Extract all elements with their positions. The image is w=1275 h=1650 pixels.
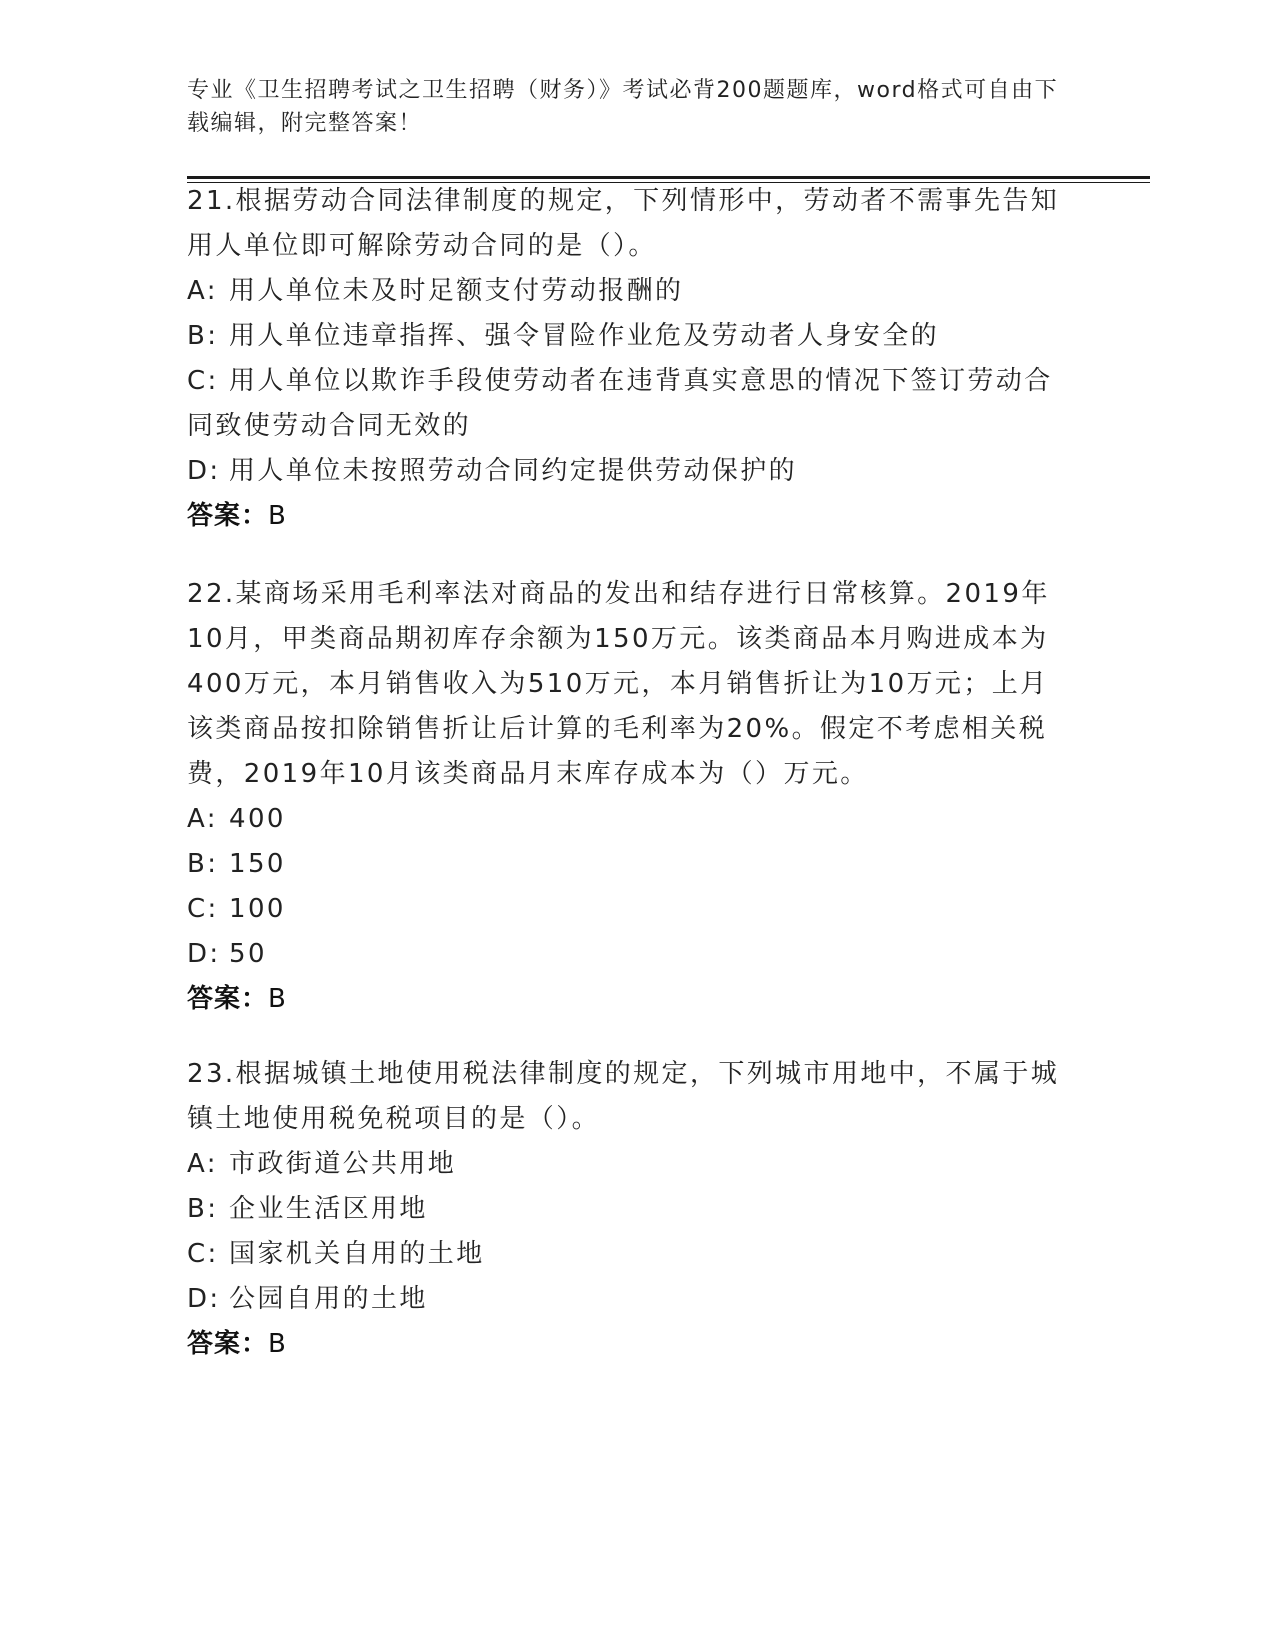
option-letter: C: xyxy=(187,366,219,396)
question-stem: 22.某商场采用毛利率法对商品的发出和结存进行日常核算。2019年10月，甲类商品期初库存余额为150万元。该类商品本月购进成本为400万元，本月销售收入为510万元，本月销售折让为10万元；上月该类商品按扣除销售折让后计算的毛利率为20%。假定不考虑相关税费，2019年10月该类商品月末库存成本为（）万元。 xyxy=(187,579,1050,789)
document-header: 专业《卫生招聘考试之卫生招聘（财务）》考试必背200题题库，word格式可自由下载编辑，附完整答案！ xyxy=(187,78,1059,136)
answer-label: 答案： xyxy=(187,984,269,1014)
answer-line xyxy=(187,1322,1067,1367)
answer-line xyxy=(187,494,1067,539)
question-23 xyxy=(187,1052,1067,1367)
option-letter: C: xyxy=(187,894,219,924)
option-text: 400 xyxy=(229,804,286,834)
option-text: 150 xyxy=(229,849,286,879)
option-letter: B: xyxy=(187,321,219,351)
option-text: 50 xyxy=(229,939,267,969)
question-21 xyxy=(187,179,1067,539)
option-text: 用人单位未及时足额支付劳动报酬的 xyxy=(229,276,684,306)
option-a xyxy=(187,797,1067,842)
option-letter: A: xyxy=(187,804,218,834)
option-letter: B: xyxy=(187,1194,219,1224)
option-b xyxy=(187,842,1067,887)
option-letter: A: xyxy=(187,1149,218,1179)
option-letter: B: xyxy=(187,849,219,879)
question-22 xyxy=(187,572,1067,1022)
answer-line xyxy=(187,977,1067,1022)
option-letter: D: xyxy=(187,1284,221,1314)
option-text: 用人单位未按照劳动合同约定提供劳动保护的 xyxy=(229,456,798,486)
option-d xyxy=(187,1277,1067,1322)
option-text: 公园自用的土地 xyxy=(229,1284,428,1314)
option-d xyxy=(187,932,1067,977)
answer-value: B xyxy=(268,984,287,1014)
option-d xyxy=(187,449,1067,494)
answer-value: B xyxy=(268,1329,287,1359)
option-text: 100 xyxy=(229,894,286,924)
option-a xyxy=(187,269,1067,314)
question-stem: 23.根据城镇土地使用税法律制度的规定，下列城市用地中，不属于城镇土地使用税免税项目的是（）。 xyxy=(187,1059,1060,1134)
option-text: 企业生活区用地 xyxy=(229,1194,428,1224)
answer-value: B xyxy=(268,501,287,531)
option-letter: A: xyxy=(187,276,218,306)
question-stem: 21.根据劳动合同法律制度的规定，下列情形中，劳动者不需事先告知用人单位即可解除劳动合同的是（）。 xyxy=(187,186,1060,261)
option-c xyxy=(187,359,1067,449)
option-c xyxy=(187,1232,1067,1277)
option-b xyxy=(187,314,1067,359)
option-text: 用人单位以欺诈手段使劳动者在违背真实意思的情况下签订劳动合同致使劳动合同无效的 xyxy=(187,366,1053,441)
option-text: 市政街道公共用地 xyxy=(229,1149,457,1179)
option-c xyxy=(187,887,1067,932)
option-letter: D: xyxy=(187,939,221,969)
option-letter: D: xyxy=(187,456,221,486)
option-text: 用人单位违章指挥、强令冒险作业危及劳动者人身安全的 xyxy=(229,321,940,351)
option-b xyxy=(187,1187,1067,1232)
option-letter: C: xyxy=(187,1239,219,1269)
option-a xyxy=(187,1142,1067,1187)
answer-label: 答案： xyxy=(187,501,269,531)
answer-label: 答案： xyxy=(187,1329,269,1359)
option-text: 国家机关自用的土地 xyxy=(229,1239,485,1269)
